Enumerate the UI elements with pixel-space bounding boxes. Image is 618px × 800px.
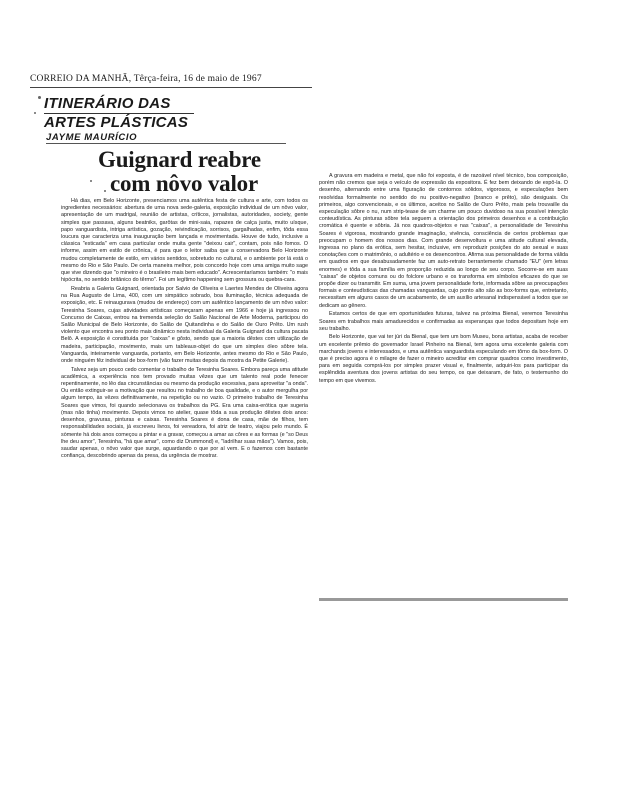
- paragraph: Há dias, em Belo Horizonte, presenciamos uma autêntica festa de cultura e arte, com todos os ingredientes necessários: abertura de uma nova sede-galeria, exposição individual de um nôvo valor, apresentação de um madrigal, reunião de artistas, críticos, jornalistas, autoridades, society, gente simples que passava, alguns beatniks, garôtas de mini-saia, rapazes de calça justa, muito uísque, papo vanguardista, intriga artística, gozação, reivindicação, sorrisos, gargalhadas, enfim, tôda essa loucura que caracteriza uma inauguração bem lançada e movimentada. Houve de tudo, inclusive a clássica "esticada" em casa particular onde muita gente "deixou cair", contam, pois não fomos. O informe, assim em estilo de crônica, é para que o leitor saiba que a conservadora Belo Horizonte mudou completamente de estilo, em vários sentidos, sobretudo no cultural, e o ambiente por lá está o mesmo do Rio e São Paulo. De certa maneira melhor, pois concordo hoje com uma amiga muito sage que vive dizendo que "o mineiro é o brasileiro mais bem educado". Acrescentaríamos também: "o mais hipócrita, no sentido britânico do têrmo". Foi um legítimo happening sem grossura ou quebra-cara.: [61, 198, 308, 284]
- newspaper-header: CORREIO DA MANHÃ, Têrça-feira, 16 de maio de 1967: [30, 74, 262, 84]
- paragraph: Estamos certos de que em oportunidades futuras, talvez na próxima Bienal, veremos Teresinha Soares em trabalhos mais amadurecidos e confirmadas as esperanças que todos depositam hoje em seu trabalho.: [319, 311, 568, 332]
- article-column-left: [61, 198, 308, 706]
- paragraph: Reabria a Galeria Guignard, orientada por Salvio de Oliveira e Laertes Mendes de Oliveira agora na Rua Augusto de Lima, 400, com um simpático sobrado, boa iluminação, técnica adequada de exposição, etc. E reinaugurava (mudou de endereço) com um autêntico lançamento de um nôvo valor: Teresinha Soares, cujas atividades artísticas começaram apenas em 1966 e hoje já ingressou no Concurso de Caixas, entrou na tremenda seleção do Salão Nacional de Arte Moderna, participou do Salão Municipal de Belo Horizonte, do Salão de Quitandinha e do Salão de Ouro Prêto. Um rush violento que encontra seu ponto mais dinâmico nesta individual da Galeria Guignard da cultura pacata Belô. A exposição é constituída por "caixas" e gôsto, sendo que a maioria dêstes com utilização de madeira, participação, movimento, mais um tableaux-objet do que um simples óleo sôbre tela. Vanguarda, inteiramente vanguarda, portanto, em Belo Horizonte, antes mesmo do Rio e São Paulo, onde ninguém fêz individual de box-form (vão fazer muitas depois da mostra da Petite Galerie).: [61, 285, 308, 364]
- article-column-right: [319, 173, 568, 593]
- byline-rule: [46, 143, 286, 144]
- header-rule: [30, 87, 312, 88]
- paragraph: Talvez seja um pouco cedo comentar o trabalho de Teresinha Soares. Embora pareça uma atitude acadêmica, a experiência nos tem provado muitas vêzes que um talento real pode fenecer repentinamente, no lêo das circunstâncias ou mesmo da produção excessiva, para aproveitar "a onda". Ou então extinguir-se a motivação que resultou no trabalho de boa qualidade, e o autor mergulha por algum tempo, às vêzes definitivamente, na repetição ou no vazio. O primeiro trabalho de Teresinha Soares que vimos, foi quando selecionava os trabalhos da PG. Era uma caixa-erótica que sugeria (mas não tinha) movimento. Depois vimos no atelier, quase tôda a sua produção dêstes dois anos: desenhos, gravuras, pinturas e caixas. Teresinha Soares é dona de casa, mãe de filhos, tem responsabilidades sociais, já escreveu livros, foi vereadora, foi atriz de teatro, viajou pelo mundo. É sòmente há dois anos começou a pintar e a gravar, começou a amar as côres e as formas (e "so Deus lhe deu amor", Teresinha, "há que amar", como diz Drummond) e, "ladrilhar suas mãos"). Vamos, pois, saudar apenas, o nôvo valor que surge, aguardando o que por aí vem. E o fazemos com bastante confiança, descobrindo apenas da presa, da urgência de mostrar.: [61, 366, 308, 460]
- print-speck: [90, 180, 92, 182]
- headline-line-2: com nôvo valor: [110, 171, 258, 196]
- headline-line-1: Guignard reabre: [98, 147, 261, 172]
- print-speck: [38, 96, 41, 99]
- byline: JAYME MAURÍCIO: [46, 132, 138, 143]
- section-title-line-1: ITINERÁRIO DAS: [44, 95, 171, 112]
- paragraph: A gravura em madeira e metal, que não foi exposta, é de razoável nível técnico, boa composição, porém não cremos que seja o veículo de expressão da expositora. É fez bem deixando de expô-la. O desenho, alternando entre uma figuração de contornos sólidos, vigorosos, e especulações bem resolvidas formalmente no sentido do nu positivo-negativo (branco e prêto), são desiguais. Os primeiros, algo convencionais, e os últimos, aceitos no Salão de Ouro Prêto, mais pela trouvaille da especulação sôbre o nu, num strip-tease de um charme um pouco duvidoso na sua possível intenção conteudística. As pinturas sôbre tela seguem a orientação dos primeiros desenhos e a contribuição cromática é quente e sôbria. Já nos quadros-objetos e nas "caixas", a personalidade de Teresinha Soares é vigorosa, mostrando grande imaginação, vivência, consciência de certos problemas que preocupam o homem dos nossos dias. Com grande desenvoltura e uma atitude cultural elevada, ingressa no plano da erótica, sem hesitar, inclusive, em reproduzir posições do ato sexual e suas conotações com o matrimônio, o adultério e os desencontros. Afirma sua personalidade de forma válida em quadros em que desabusadamente faz um auto-retrato berrantemente chamado "EU" (em letras enormes) e tôda a sua família em proporção reduzida ao longo de seu corpo. Socorre-se em suas "caixas" de objetos comuns ou do folclore urbano e os transforma em símbolos eficazes do que se propõe dizer ou transmitir. Em suma, uma jovem personalidade forte, informada sôbre as preocupações formais e conteudísticas das chamadas vanguardas, cujo ponto alto são as box-forms que, entretanto, necessitam em alguns casos de um acabamento, de um auxílio artesanal indispensável a todos que se dedicam ao gênero.: [319, 173, 568, 309]
- section-title: [44, 96, 194, 131]
- article-headline: [98, 148, 298, 196]
- section-title-line-2: ARTES PLÁSTICAS: [44, 114, 189, 131]
- print-speck: [104, 190, 106, 192]
- print-speck: [34, 112, 36, 114]
- cut-edge-rule: [319, 598, 568, 601]
- paragraph: Belo Horizonte, que vai ter júri da Bienal, que tem um bom Museu, bons artistas, acaba de receber um excelente prêmio do governador Israel Pinheiro na Bienal, tem agora uma excelente galeria com marchands jovens e interessados, e uma autêntica vanguardista especulando em tôrno da box-form. O que é preciso agora é o milagre de fazer o mineiro acreditar em comprar quadros como investimento, para em seguida comprá-los por simples prazer visual e, finalmente, adquiri-los para participar da esplêndida aventura dos jovens artistas do seu tempo, os que deixaram, de fato, o testemunho do tempo em que vivemos.: [319, 334, 568, 384]
